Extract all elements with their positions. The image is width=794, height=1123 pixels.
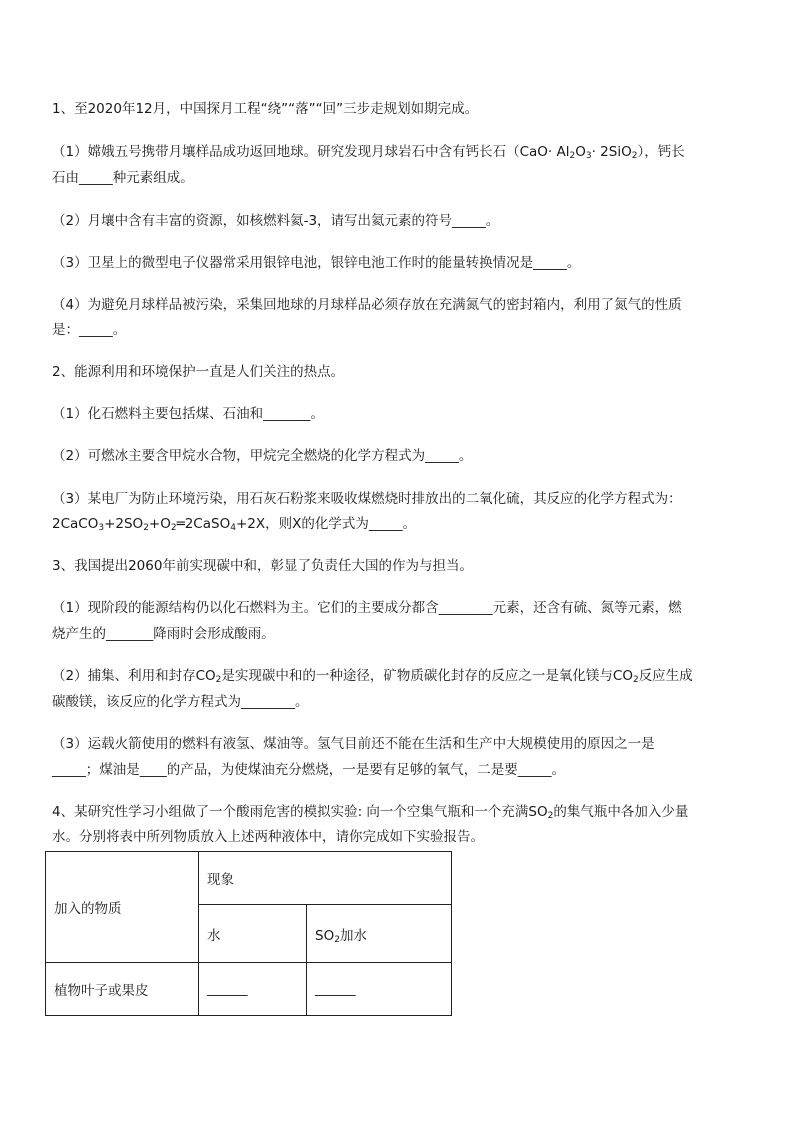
header-water: 水 bbox=[199, 905, 307, 963]
q4-line1 bbox=[52, 803, 752, 821]
text: 是实现碳中和的一种途径，矿物质碳化封存的反应之一是氧化镁与CO bbox=[221, 668, 633, 684]
row-substance-cell: 植物叶子或果皮 bbox=[46, 963, 199, 1016]
experiment-table bbox=[45, 851, 452, 1016]
q1-part4-line2: 是：_____。 bbox=[52, 322, 127, 338]
subscript: 3 bbox=[585, 151, 592, 161]
text: 反应生成 bbox=[638, 668, 693, 684]
subscript: 3 bbox=[98, 523, 105, 533]
q3-title: 3、我国提出2060年前实现碳中和，彰显了负责任大国的作为与担当。 bbox=[52, 558, 473, 574]
q2-equation bbox=[52, 515, 752, 533]
text: ），钙长 bbox=[637, 144, 685, 160]
q2-part3-line1: （3）某电厂为防止环境污染，用石灰石粉浆来吸收煤燃烧时排放出的二氧化硫，其反应的化学方程式为： bbox=[52, 491, 682, 507]
text: ═2CaSO bbox=[176, 516, 231, 532]
subscript: 2 bbox=[547, 811, 554, 821]
q3-part2-line2: 碳酸镁，该反应的化学方程式为________。 bbox=[52, 694, 309, 710]
q2-part2: （2）可燃冰主要含甲烷水合物，甲烷完全燃烧的化学方程式为_____。 bbox=[52, 448, 473, 464]
header-so2-water bbox=[307, 905, 452, 963]
text: 的集气瓶中各加入少量 bbox=[553, 804, 689, 820]
q1-part1-line1 bbox=[52, 143, 752, 161]
subscript: 2 bbox=[143, 523, 149, 533]
subscript: 2 bbox=[632, 675, 639, 685]
q3-part1-line2: 烧产生的_______降雨时会形成酸雨。 bbox=[52, 626, 275, 642]
text: +2X，则X的化学式为_____。 bbox=[235, 516, 417, 532]
text: 加水 bbox=[339, 927, 367, 944]
q4-line2: 水。分别将表中所列物质放入上述两种液体中，请你完成如下实验报告。 bbox=[52, 829, 484, 845]
header-substance: 加入的物质 bbox=[46, 852, 199, 963]
text: 4、某研究性学习小组做了一个酸雨危害的模拟实验: 向一个空集气瓶和一个充满SO bbox=[52, 804, 548, 820]
q1-part1-line2: 石由_____种元素组成。 bbox=[52, 170, 194, 186]
q1-title: 1、至2020年12月，中国探月工程“绕”“落”“回”三步走规划如期完成。 bbox=[52, 101, 479, 117]
text: SO bbox=[315, 927, 335, 944]
row-so2-blank[interactable]: ______ bbox=[307, 963, 452, 1016]
subscript: 2 bbox=[334, 934, 340, 945]
text: （2）捕集、利用和封存CO bbox=[52, 668, 216, 684]
q3-part3-line1: （3）运载火箭使用的燃料有液氢、煤油等。氢气目前还不能在生活和生产中大规模使用的原因之一是 bbox=[52, 736, 655, 752]
text: （1）嫦娥五号携带月壤样品成功返回地球。研究发现月球岩石中含有钙长石（CaO· Al bbox=[52, 144, 570, 160]
q1-part4-line1: （4）为避免月球样品被污染，采集回地球的月球样品必须存放在充满氮气的密封箱内，利用了氮气的性质 bbox=[52, 297, 682, 313]
text: +2SO bbox=[104, 516, 144, 532]
text: 2CaCO bbox=[52, 516, 99, 532]
row-water-blank[interactable]: ______ bbox=[199, 963, 307, 1016]
text: · 2SiO bbox=[591, 144, 632, 160]
q3-part2-line1 bbox=[52, 667, 752, 685]
text: +O bbox=[148, 516, 171, 532]
q2-part1: （1）化石燃料主要包括煤、石油和_______。 bbox=[52, 406, 324, 422]
subscript: 2 bbox=[215, 675, 222, 685]
header-phenomenon: 现象 bbox=[199, 852, 452, 905]
q2-title: 2、能源利用和环境保护一直是人们关注的热点。 bbox=[52, 364, 345, 380]
subscript: 2 bbox=[631, 151, 638, 161]
subscript: 2 bbox=[170, 523, 177, 533]
q3-part1-line1: （1）现阶段的能源结构仍以化石燃料为主。它们的主要成分都含________元素，还含有硫、氮等元素，燃 bbox=[52, 600, 682, 616]
q1-part3: （3）卫星上的微型电子仪器常采用银锌电池，银锌电池工作时的能量转换情况是_____。 bbox=[52, 255, 581, 271]
subscript: 2 bbox=[569, 151, 576, 161]
q1-part2: （2）月壤中含有丰富的资源，如核燃料氦-3，请写出氦元素的符号_____。 bbox=[52, 213, 500, 229]
text: O bbox=[575, 144, 586, 160]
subscript: 4 bbox=[230, 523, 236, 533]
q3-part3-line2: _____；煤油是____的产品，为使煤油充分燃烧，一是要有足够的氧气，二是要_____。 bbox=[52, 762, 565, 778]
